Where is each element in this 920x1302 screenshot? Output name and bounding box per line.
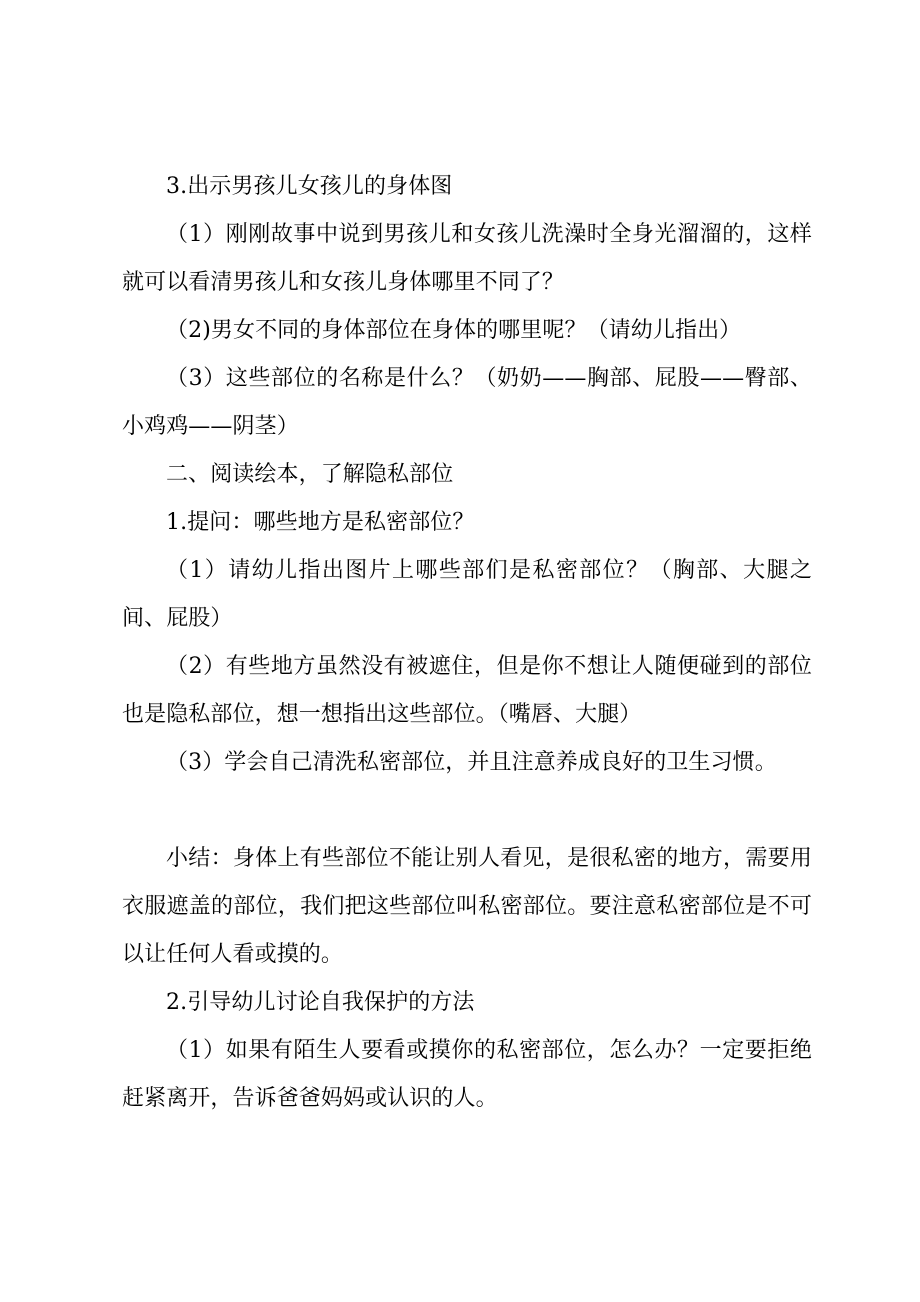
paragraph-stranger: （1）如果有陌生人要看或摸你的私密部位，怎么办？一定要拒绝赶紧离开，告诉爸爸妈妈或认识的人。 (122, 1038, 812, 1111)
paragraph-question-3: （3）这些部位的名称是什么？（奶奶——胸部、屁股——臀部、小鸡鸡——阴茎） (122, 366, 812, 439)
heading-self-protection: 2.引导幼儿讨论自我保护的方法 (166, 990, 475, 1015)
paragraph-summary: 小结：身体上有些部位不能让别人看见，是很私密的地方，需要用衣服遮盖的部位，我们把这些部位叫私密部位。要注意私密部位是不可以让任何人看或摸的。 (122, 846, 812, 967)
paragraph-question-1: （1）刚刚故事中说到男孩儿和女孩儿洗澡时全身光溜溜的，这样就可以看清男孩儿和女孩儿身体哪里不同了？ (122, 222, 812, 295)
paragraph-point-picture: （1）请幼儿指出图片上哪些部们是私密部位？（胸部、大腿之间、屁股） (122, 558, 812, 631)
paragraph-not-covered: （2）有些地方虽然没有被遮住，但是你不想让人随便碰到的部位也是隐私部位，想一想指出这些部位。（嘴唇、大腿） (122, 654, 812, 727)
paragraph-question-2: （2)男女不同的身体部位在身体的哪里呢？（请幼儿指出） (166, 318, 742, 343)
heading-body-diagram: 3.出示男孩儿女孩儿的身体图 (166, 174, 453, 199)
heading-question-private-parts: 1.提问：哪些地方是私密部位？ (166, 510, 475, 535)
paragraph-hygiene: （3）学会自己清洗私密部位，并且注意养成良好的卫生习惯。 (166, 750, 777, 775)
section-heading-reading: 二、阅读绘本，了解隐私部位 (166, 462, 454, 487)
